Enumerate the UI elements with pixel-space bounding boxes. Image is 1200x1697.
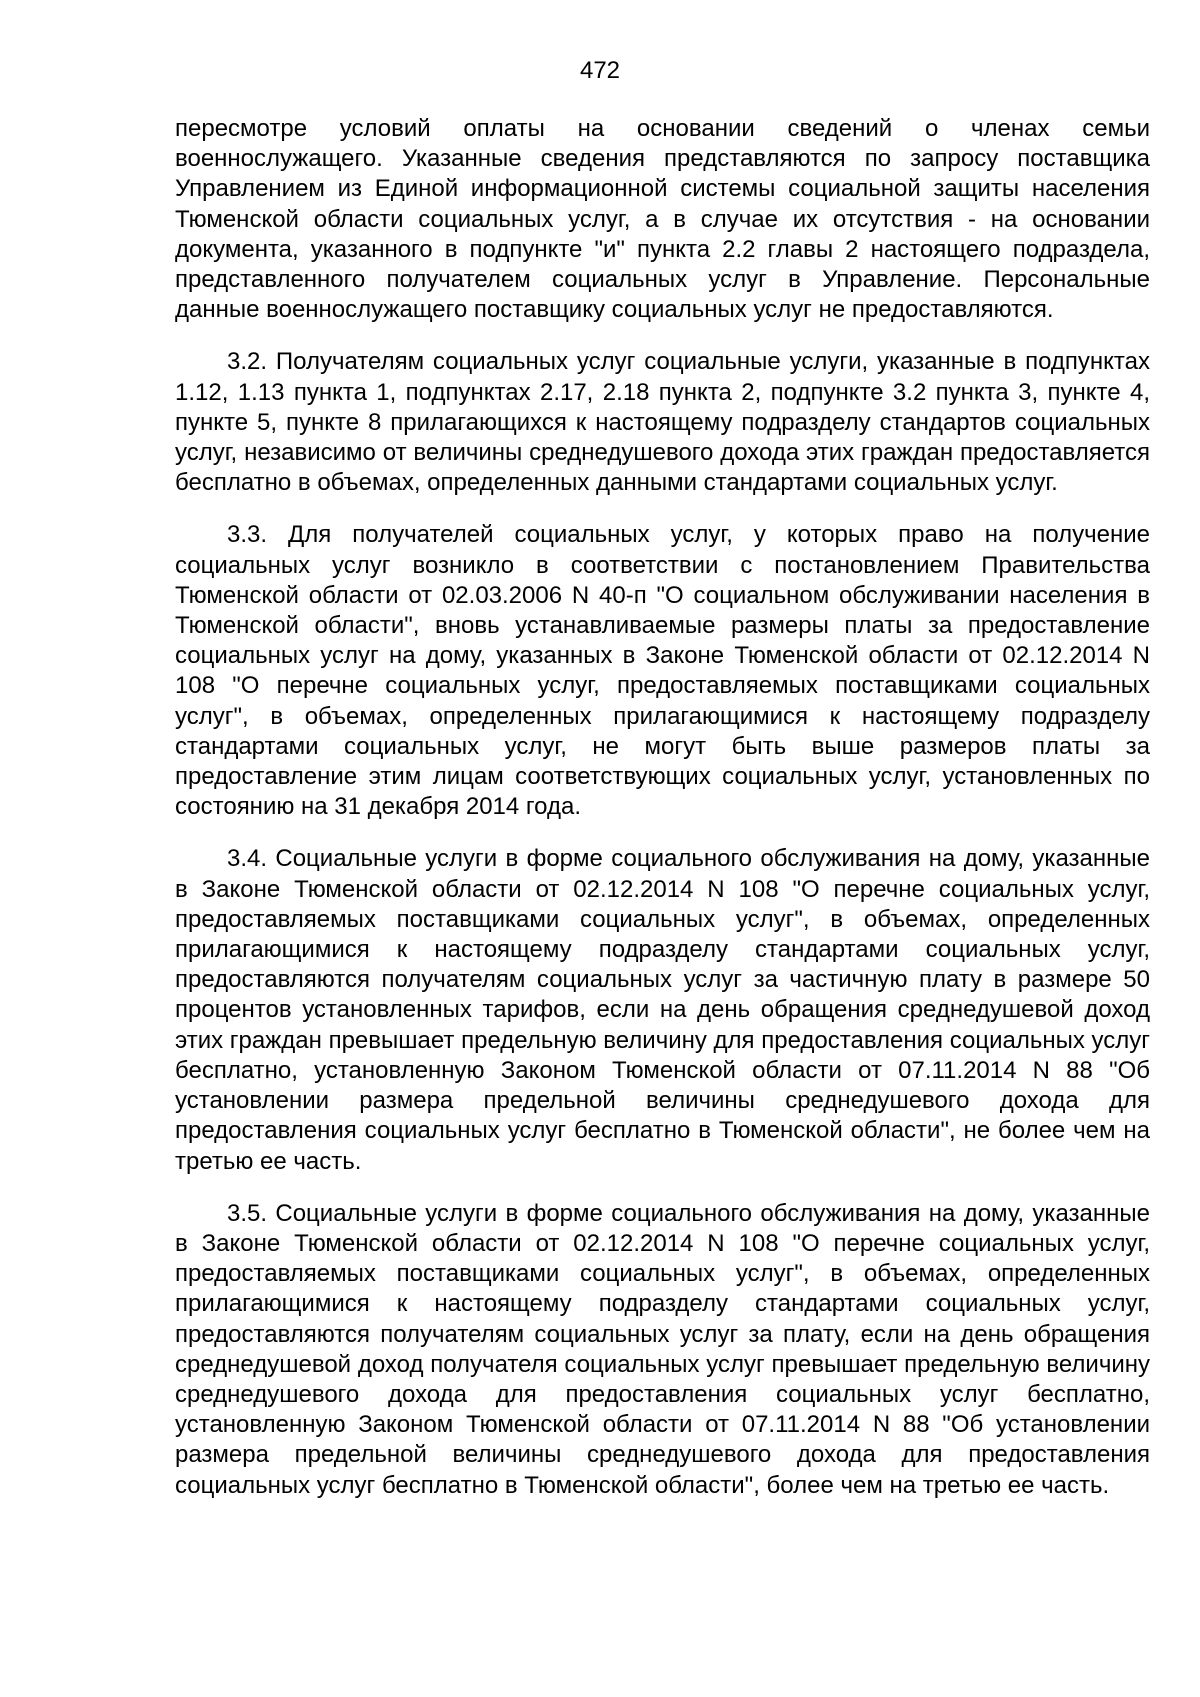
paragraph-3-2: 3.2. Получателям социальных услуг социальные услуги, указанные в подпунктах 1.12, 1.13 пункта 1, подпунктах 2.17, 2.18 пункта 2, подпункте 3.2 пункта 3, пункте 4, пункте 5, пункте 8 прилагающихся к настоящему подразделу стандартов социальных услуг, независимо от величины среднедушевого дохода этих граждан предоставляется бесплатно в объемах, определенных данными стандартами социальных услуг. [175, 348, 1150, 497]
paragraph-3-3: 3.3. Для получателей социальных услуг, у которых право на получение социальных услуг возникло в соответствии с постановлением Правительства Тюменской области от 02.03.2006 N 40-п "О социальном обслуживании населения в Тюменской области", вновь устанавливаемые размеры платы за предоставление социальных услуг на дому, указанных в Законе Тюменской области от 02.12.2014 N 108 "О перечне социальных услуг, предоставляемых поставщиками социальных услуг", в объемах, определенных прилагающимися к настоящему подразделу стандартами социальных услуг, не могут быть выше размеров платы за предоставление этим лицам соответствующих социальных услуг, установленных по состоянию на 31 декабря 2014 года. [175, 521, 1150, 821]
paragraph-continuation: пересмотре условий оплаты на основании сведений о членах семьи военнослужащего. Указанные сведения представляются по запросу поставщика Управлением из Единой информационной системы социальной защиты населения Тюменской области социальных услуг, а в случае их отсутствия - на основании документа, указанного в подпункте "и" пункта 2.2 главы 2 настоящего подраздела, представленного получателем социальных услуг в Управление. Персональные данные военнослужащего поставщику социальных услуг не предоставляются. [175, 115, 1150, 324]
document-body [175, 114, 1150, 1501]
paragraph-3-4: 3.4. Социальные услуги в форме социального обслуживания на дому, указанные в Законе Тюменской области от 02.12.2014 N 108 "О перечне социальных услуг, предоставляемых поставщиками социальных услуг", в объемах, определенных прилагающимися к настоящему подразделу стандартами социальных услуг, предоставляются получателям социальных услуг за частичную плату в размере 50 процентов установленных тарифов, если на день обращения среднедушевой доход этих граждан превышает предельную величину для предоставления социальных услуг бесплатно, установленную Законом Тюменской области от 07.11.2014 N 88 "Об установлении размера предельной величины среднедушевого дохода для предоставления социальных услуг бесплатно в Тюменской области", не более чем на третью ее часть. [175, 845, 1150, 1175]
page-number: 472 [579, 57, 621, 84]
paragraph-3-5: 3.5. Социальные услуги в форме социального обслуживания на дому, указанные в Законе Тюменской области от 02.12.2014 N 108 "О перечне социальных услуг, предоставляемых поставщиками социальных услуг", в объемах, определенных прилагающимися к настоящему подразделу стандартами социальных услуг, предоставляются получателям социальных услуг за плату, если на день обращения среднедушевой доход получателя социальных услуг превышает предельную величину среднедушевого дохода для предоставления социальных услуг бесплатно, установленную Законом Тюменской области от 07.11.2014 N 88 "Об установлении размера предельной величины среднедушевого дохода для предоставления социальных услуг бесплатно в Тюменской области", более чем на третью ее часть. [175, 1199, 1150, 1499]
